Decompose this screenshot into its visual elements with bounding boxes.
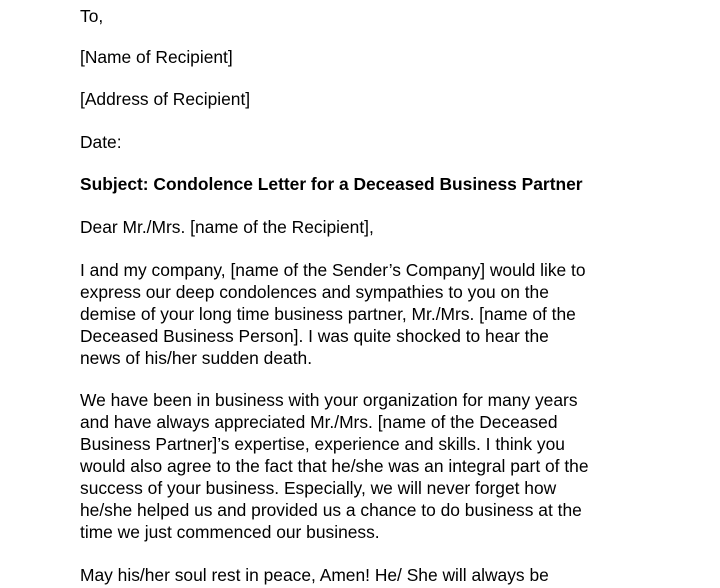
paragraph-2-line: Business Partner]’s expertise, experience and skills. I think you [80, 434, 565, 454]
paragraph-1-line: I and my company, [name of the Sender’s Company] would like to [80, 260, 586, 280]
paragraph-2-line: he/she helped us and provided us a chance to do business at the [80, 500, 582, 520]
paragraph-2-line: would also agree to the fact that he/she was an integral part of the [80, 456, 589, 476]
subject-line: Subject: Condolence Letter for a Deceased Business Partner [80, 174, 583, 194]
paragraph-2-line: success of your business. Especially, we will never forget how [80, 478, 557, 498]
salutation: Dear Mr./Mrs. [name of the Recipient], [80, 217, 374, 237]
paragraph-2-line: time we just commenced our business. [80, 522, 380, 542]
paragraph-1 [80, 259, 670, 369]
recipient-address: [Address of Recipient] [80, 89, 251, 109]
paragraph-1-line: news of his/her sudden death. [80, 348, 313, 368]
date-line: Date: [80, 132, 122, 152]
paragraph-2-line: and have always appreciated Mr./Mrs. [name of the Deceased [80, 412, 558, 432]
recipient-name: [Name of Recipient] [80, 47, 233, 67]
paragraph-2 [80, 389, 670, 543]
paragraph-2-line: We have been in business with your organization for many years [80, 390, 578, 410]
paragraph-1-line: express our deep condolences and sympathies to you on the [80, 282, 549, 302]
to-line: To, [80, 6, 104, 26]
paragraph-3 [80, 564, 670, 586]
paragraph-3-line: May his/her soul rest in peace, Amen! He/ She will always be [80, 565, 549, 585]
paragraph-1-line: Deceased Business Person]. I was quite shocked to hear the [80, 326, 549, 346]
paragraph-1-line: demise of your long time business partner, Mr./Mrs. [name of the [80, 304, 576, 324]
